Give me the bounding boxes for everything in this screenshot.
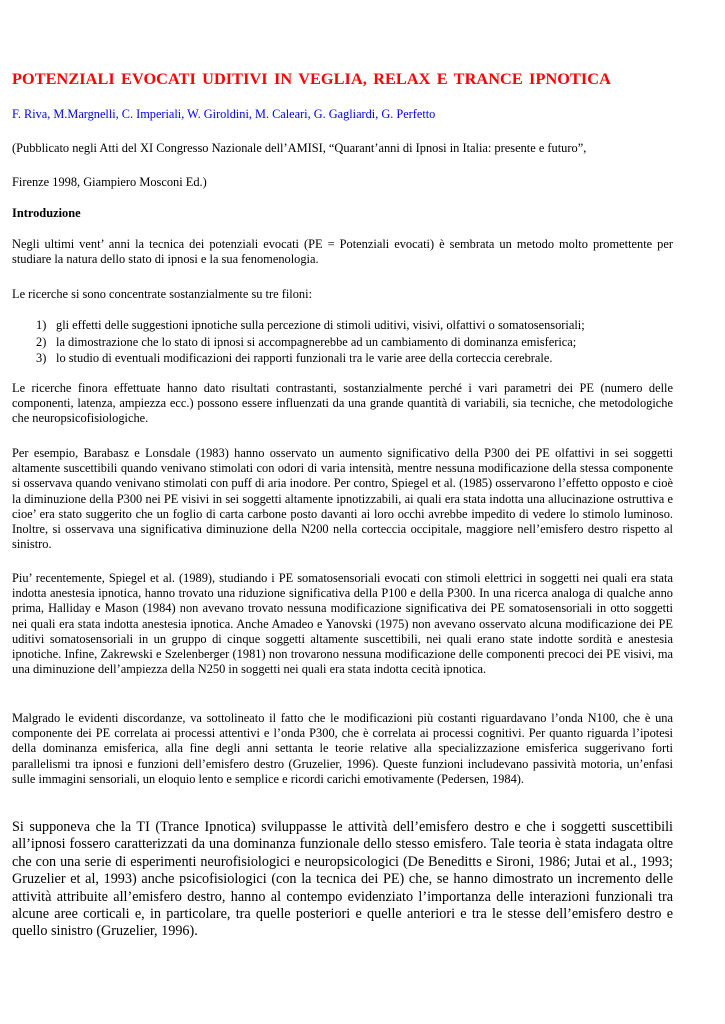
list-item (36, 334, 686, 351)
paragraph-5: Piu’ recentemente, Spiegel et al. (1989), studiando i PE somatosensoriali evocati con stimoli elettrici in soggetti nei quali era stata indotta anestesia ipnotica, hanno trovato una riduzione significativa della P100 e della P300. In una ricerca analoga di qualche anno prima, Halliday e Mason (1984) non avevano trovato nessuna modificazione significativa dei PE somatosensoriali in otto soggetti nei quali era stata indotta anestesia ipnotica. Anche Amadeo e Yanovski (1975) non avevano osservato alcuna modificazione dei PE uditivi somatosensoriali in un gruppo di cinque soggetti altamente suscettibili, nei quali erano state indotte sordità e anestesia ipnotiche. Infine, Zakrewski e Szelenberger (1981) non trovarono nessuna modificazione delle componenti precoci dei PE visivi, ma una diminuzione dell’ampiezza della N250 in soggetti nei quali era stata indotta cecità ipnotica. (12, 571, 673, 677)
list-item-number: 2) (36, 334, 47, 349)
list-item (36, 350, 686, 367)
paper-title: POTENZIALI EVOCATI UDITIVI IN VEGLIA, RELAX E TRANCE IPNOTICA (12, 69, 611, 88)
section-heading-introduzione: Introduzione (12, 206, 81, 220)
list-item-text: la dimostrazione che lo stato di ipnosi si accompagnerebbe ad un cambiamento di dominanza emisferica; (56, 334, 577, 349)
publication-note: (Pubblicato negli Atti del XI Congresso Nazionale dell’AMISI, “Quarant’anni di Ipnosi in Italia: presente e futuro”, (12, 141, 587, 155)
list-item-text: lo studio di eventuali modificazioni dei rapporti funzionali tra le varie aree della corteccia cerebrale. (56, 351, 553, 365)
paragraph-7: Si supponeva che la TI (Trance Ipnotica) sviluppasse le attività dell’emisfero destro e che i soggetti suscettibili all’ipnosi fossero caratterizzati da una dominanza funzionale dello stesso emisfero. Tale teoria è stata indagata oltre che con una serie di esperimenti neurofisiologici e neuropsicologici (De Beneditts e Sironi, 1986; Jutai et al., 1993; Gruzelier et al, 1993) anche psicofisiologici (con la tecnica dei PE) che, se hanno dimostrato un incremento delle attività attribuite all’emisfero destro, hanno al contempo evidenziato l’importanza delle interazioni funzionali tra alcune aree corticali e, in particolare, tra quelle posteriori e quelle anteriori e tra le stesse dell’emisfero destro e quello sinistro (Gruzelier, 1996). (12, 819, 673, 940)
paragraph-2: Le ricerche si sono concentrate sostanzialmente su tre filoni: (12, 287, 313, 301)
research-lines-list (36, 317, 686, 367)
paragraph-3: Le ricerche finora effettuate hanno dato risultati contrastanti, sostanzialmente perché i vari parametri dei PE (numero delle componenti, latenza, ampiezza ecc.) possono essere influenzati da una grande quantità di variabili, sia tecniche, che metodologiche che neuropsicofisiologiche. (12, 381, 673, 426)
list-item-number: 3) (36, 351, 47, 365)
paragraph-6: Malgrado le evidenti discordanze, va sottolineato il fatto che le modificazioni più costanti riguardavano l’onda N100, che è una componente dei PE correlata ai processi attentivi e l’onda P300, che è correlata ai processi cognitivi. Per quanto riguarda l’ipotesi della dominanza emisferica, alla fine degli anni settanta le teorie relative alla specializzazione emisferica suggerivano forti parallelismi tra ipnosi e funzioni dell’emisfero destro (Gruzelier, 1996). Queste funzioni includevano passività motoria, un’enfasi sulle immagini sensoriali, un eloquio lento e semplice e ricordi carichi emotivamente (Pedersen, 1984). (12, 711, 673, 786)
list-item (36, 317, 686, 334)
author-list: F. Riva, M.Margnelli, C. Imperiali, W. Giroldini, M. Caleari, G. Gagliardi, G. Perfetto (12, 107, 436, 121)
paragraph-4: Per esempio, Barabasz e Lonsdale (1983) hanno osservato un aumento significativo della P300 dei PE olfattivi in sei soggetti altamente suscettibili quando venivano stimolati con odori di varia intensità, mentre nessuna modificazione della stessa componente si osservava quando venivano stimolati con puff di aria inodore. Per contro, Spiegel et al. (1985) osservarono l’effetto opposto e cioè la diminuzione della P300 nei PE visivi in sei soggetti altamente ipnotizzabili, ai quali era stata indotta una allucinazione ostruttiva e cioe’ era stato suggerito che un foglio di carta carbone posto davanti ai loro occhi avrebbe impedito di vedere lo stimolo luminoso. Inoltre, si osservava una significativa diminuzione della N200 nella corteccia occipitale, maggiore nell’emisfero destro rispetto al sinistro. (12, 446, 673, 552)
publication-note-continued: Firenze 1998, Giampiero Mosconi Ed.) (12, 175, 207, 189)
list-item-text: gli effetti delle suggestioni ipnotiche sulla percezione di stimoli uditivi, visivi, olfattivi o somatosensoriali; (56, 318, 585, 332)
list-item-number: 1) (36, 318, 47, 332)
paragraph-1: Negli ultimi vent’ anni la tecnica dei potenziali evocati (PE = Potenziali evocati) è sembrata un metodo molto promettente per studiare la natura dello stato di ipnosi e la sua fenomenologia. (12, 237, 673, 267)
